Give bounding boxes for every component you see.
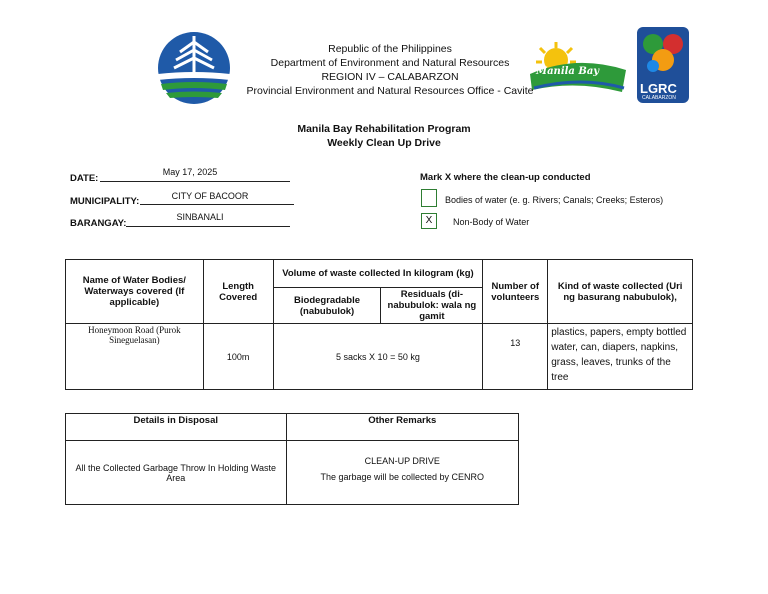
cell-other-remarks xyxy=(286,441,518,505)
cell-waterbody-name: Honeymoon Road (Purok Sineguelasan) xyxy=(66,324,204,390)
cell-kind-of-waste: plastics, papers, empty bottled water, can, diapers, napkins, grass, leaves, trunks of the tree xyxy=(548,324,693,390)
cell-length: 100m xyxy=(203,324,273,390)
lgrc-logo xyxy=(636,26,690,104)
date-label: DATE: xyxy=(70,173,99,184)
header-length: Length Covered xyxy=(203,260,273,324)
remarks-line-1: CLEAN-UP DRIVE xyxy=(364,456,440,466)
program-title: Manila Bay Rehabilitation Program xyxy=(297,123,471,135)
header-other-remarks: Other Remarks xyxy=(286,414,518,441)
header-waterbody-name: Name of Water Bodies/ Waterways covered (If applicable) xyxy=(66,260,204,324)
disposal-table xyxy=(65,413,519,505)
lgrc-title: LGRC xyxy=(640,81,677,96)
header-line-1: Republic of the Philippines xyxy=(328,43,452,55)
remarks-line-2: The garbage will be collected by CENRO xyxy=(320,472,485,482)
table-row xyxy=(66,441,519,505)
header-residuals: Residuals (di-nabubulok: wala ng gamit xyxy=(381,288,483,324)
header-biodegradable: Biodegradable (nabubulok) xyxy=(273,288,381,324)
header-line-4: Provincial Environment and Natural Resources Office - Cavite xyxy=(246,85,534,97)
barangay-underline xyxy=(126,226,290,227)
lgrc-subtitle: CALABARZON xyxy=(642,95,676,101)
mark-heading: Mark X where the clean-up conducted xyxy=(420,172,591,183)
municipality-value: CITY OF BACOOR xyxy=(171,191,249,201)
table-row xyxy=(66,324,693,390)
program-title-block xyxy=(234,122,534,150)
program-subtitle: Weekly Clean Up Drive xyxy=(327,137,441,149)
header-volume: Volume of waste collected In kilogram (kg) xyxy=(273,260,483,288)
bodies-of-water-label: Bodies of water (e. g. Rivers; Canals; Creeks; Esteros) xyxy=(445,195,664,205)
header-line-3: REGION IV – CALABARZON xyxy=(321,71,459,83)
cell-volume: 5 sacks X 10 = 50 kg xyxy=(273,324,483,390)
non-body-of-water-label: Non-Body of Water xyxy=(453,217,530,227)
date-underline xyxy=(100,181,290,182)
barangay-value: SINBANALI xyxy=(176,212,224,222)
non-body-of-water-checkbox[interactable]: X xyxy=(421,213,437,229)
manila-bay-text: Manila Bay xyxy=(536,66,600,77)
letterhead xyxy=(230,42,550,98)
cell-volunteers: 13 xyxy=(483,324,548,390)
header-line-2: Department of Environment and Natural Resources xyxy=(270,57,510,69)
municipality-label: MUNICIPALITY: xyxy=(70,196,140,207)
header-kind-of-waste: Kind of waste collected (Uri ng basurang nabubulok), xyxy=(548,260,693,324)
denr-logo xyxy=(156,30,232,106)
barangay-label: BARANGAY: xyxy=(70,218,127,229)
date-value: May 17, 2025 xyxy=(162,167,218,177)
cleanup-table xyxy=(65,259,693,390)
cell-disposal-details: All the Collected Garbage Throw In Holding Waste Area xyxy=(66,441,287,505)
header-details-disposal: Details in Disposal xyxy=(66,414,287,441)
municipality-underline xyxy=(140,204,294,205)
bodies-of-water-checkbox[interactable] xyxy=(421,189,437,207)
header-volunteers: Number of volunteers xyxy=(483,260,548,324)
